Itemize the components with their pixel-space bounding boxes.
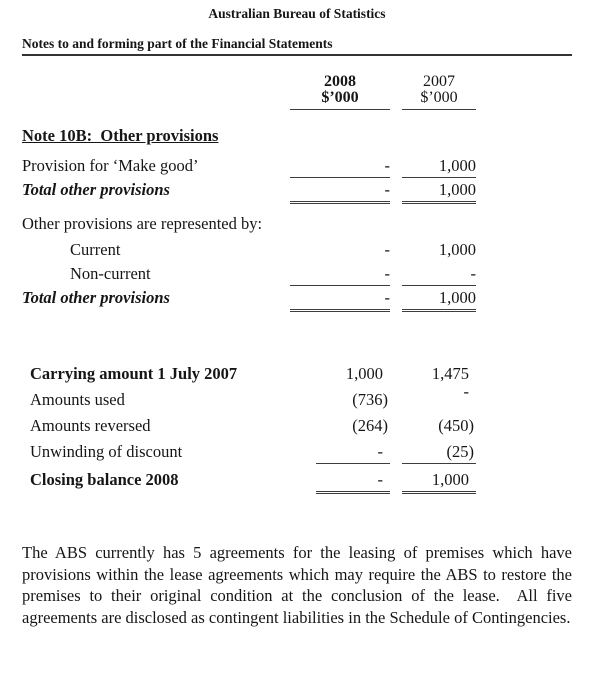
table-row: [22, 240, 476, 260]
row-value-2007: -: [402, 264, 476, 286]
row-value-2008: -: [316, 470, 390, 494]
note-heading: Note 10B: Other provisions: [22, 126, 219, 145]
table-row: [22, 156, 476, 178]
column-header-2007: [402, 74, 476, 110]
row-value-2008: -: [290, 180, 390, 204]
table-row-total: [22, 470, 476, 494]
body-paragraph: The ABS currently has 5 agreements for the leasing of premises which have provisions within the lease agreements which may require the ABS to restore the premises to their original condition at the conclusion of the lease. All five agreements are disclosed as contingent liabilities in the Schedule of Contingencies.: [22, 543, 572, 627]
row-label: Unwinding of discount: [30, 442, 183, 461]
row-value-2008: -: [316, 442, 390, 464]
table-row-total: [22, 180, 476, 204]
column-header-2008: [290, 74, 390, 110]
table-row: [22, 364, 476, 384]
row-value-2008: -: [290, 288, 390, 312]
row-value-2008: (264): [352, 416, 388, 435]
row-label: Provision for ‘Make good’: [22, 156, 199, 175]
table-row: [22, 382, 476, 410]
row-value-2007: (25): [402, 442, 476, 464]
financial-table-provisions: [22, 74, 476, 312]
row-value-2008: -: [290, 264, 390, 286]
row-label: Closing balance 2008: [30, 470, 179, 489]
org-title: Australian Bureau of Statistics: [208, 6, 386, 21]
table-row: [22, 416, 476, 436]
row-value-2007: 1,000: [402, 288, 476, 312]
row-value-2007: 1,000: [402, 156, 476, 178]
row-value-2007: 1,000: [438, 240, 476, 259]
row-value-2008: -: [384, 240, 390, 259]
row-value-2007: (450): [438, 416, 474, 435]
section-intro-text: Other provisions are represented by:: [22, 214, 263, 233]
row-label: Non-current: [70, 264, 151, 283]
row-label: Total other provisions: [22, 180, 170, 199]
row-value-2008: 1,000: [345, 364, 383, 383]
row-value-2007: -: [463, 382, 469, 401]
row-label: Total other provisions: [22, 288, 170, 307]
table-row: [22, 442, 476, 464]
row-label: Amounts reversed: [30, 416, 151, 435]
row-value-2007: 1,475: [431, 364, 469, 383]
column-year-2007: 2007: [423, 73, 455, 90]
column-unit-2008: $’000: [321, 89, 359, 106]
row-value-2007: 1,000: [402, 180, 476, 204]
financial-table-movements: [22, 364, 476, 494]
doc-heading: Notes to and forming part of the Financial Statements: [22, 36, 572, 56]
row-value-2007: 1,000: [402, 470, 476, 494]
row-label: Amounts used: [30, 390, 125, 409]
row-label: Current: [70, 240, 121, 259]
column-unit-2007: $’000: [420, 89, 458, 106]
table-row: [22, 264, 476, 286]
column-header-row: [22, 74, 476, 110]
row-value-2008: -: [290, 156, 390, 178]
row-label: Carrying amount 1 July 2007: [30, 364, 238, 383]
table-row-total: [22, 288, 476, 312]
row-value-2008: (736): [352, 390, 388, 409]
column-year-2008: 2008: [324, 73, 356, 90]
